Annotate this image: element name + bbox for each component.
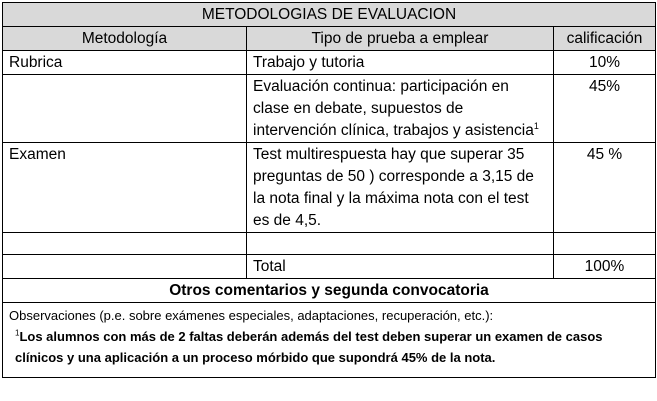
cell-calificacion: 45% (554, 75, 656, 143)
footnote (9, 326, 649, 368)
cell-tipo-text: Evaluación continua: participación en clase en debate, supuestos de intervención clínica, trabajos y asistencia (253, 78, 534, 139)
table-row (3, 75, 656, 143)
total-value: 100% (554, 255, 656, 279)
footnote-text: Los alumnos con más de 2 faltas deberán además del test deben superar un examen de casos clínicos y una aplicación a un proceso mórbido que supondrá 45% de la nota. (15, 329, 603, 365)
cell-metodologia: Rubrica (3, 51, 247, 75)
cell-calificacion (554, 233, 656, 255)
cell-empty (3, 255, 247, 279)
observaciones-label: Observaciones (p.e. sobre exámenes especiales, adaptaciones, recuperación, etc.): (9, 308, 494, 323)
comments-heading: Otros comentarios y segunda convocatoria (3, 279, 656, 303)
cell-tipo: Trabajo y tutoria (247, 51, 554, 75)
cell-calificacion: 10% (554, 51, 656, 75)
column-header-metodologia: Metodología (3, 27, 247, 51)
cell-tipo: Test multirespuesta hay que superar 35 preguntas de 50 ) corresponde a 3,15 de la nota final y la máxima nota con el test es de 4,5. (247, 143, 554, 233)
cell-metodologia (3, 233, 247, 255)
observaciones-cell (3, 303, 656, 378)
table-title: METODOLOGIAS DE EVALUACION (3, 3, 656, 27)
total-label: Total (247, 255, 554, 279)
column-header-tipo: Tipo de prueba a emplear (247, 27, 554, 51)
cell-metodologia (3, 75, 247, 143)
table-row (3, 51, 656, 75)
evaluation-table (2, 2, 656, 378)
table-row (3, 233, 656, 255)
footnote-reference: 1 (533, 120, 539, 131)
table-row (3, 143, 656, 233)
total-row (3, 255, 656, 279)
column-header-calificacion: calificación (554, 27, 656, 51)
footnote-mark: 1 (15, 328, 20, 338)
cell-tipo (247, 233, 554, 255)
cell-calificacion: 45 % (554, 143, 656, 233)
cell-tipo (247, 75, 554, 143)
cell-metodologia: Examen (3, 143, 247, 233)
